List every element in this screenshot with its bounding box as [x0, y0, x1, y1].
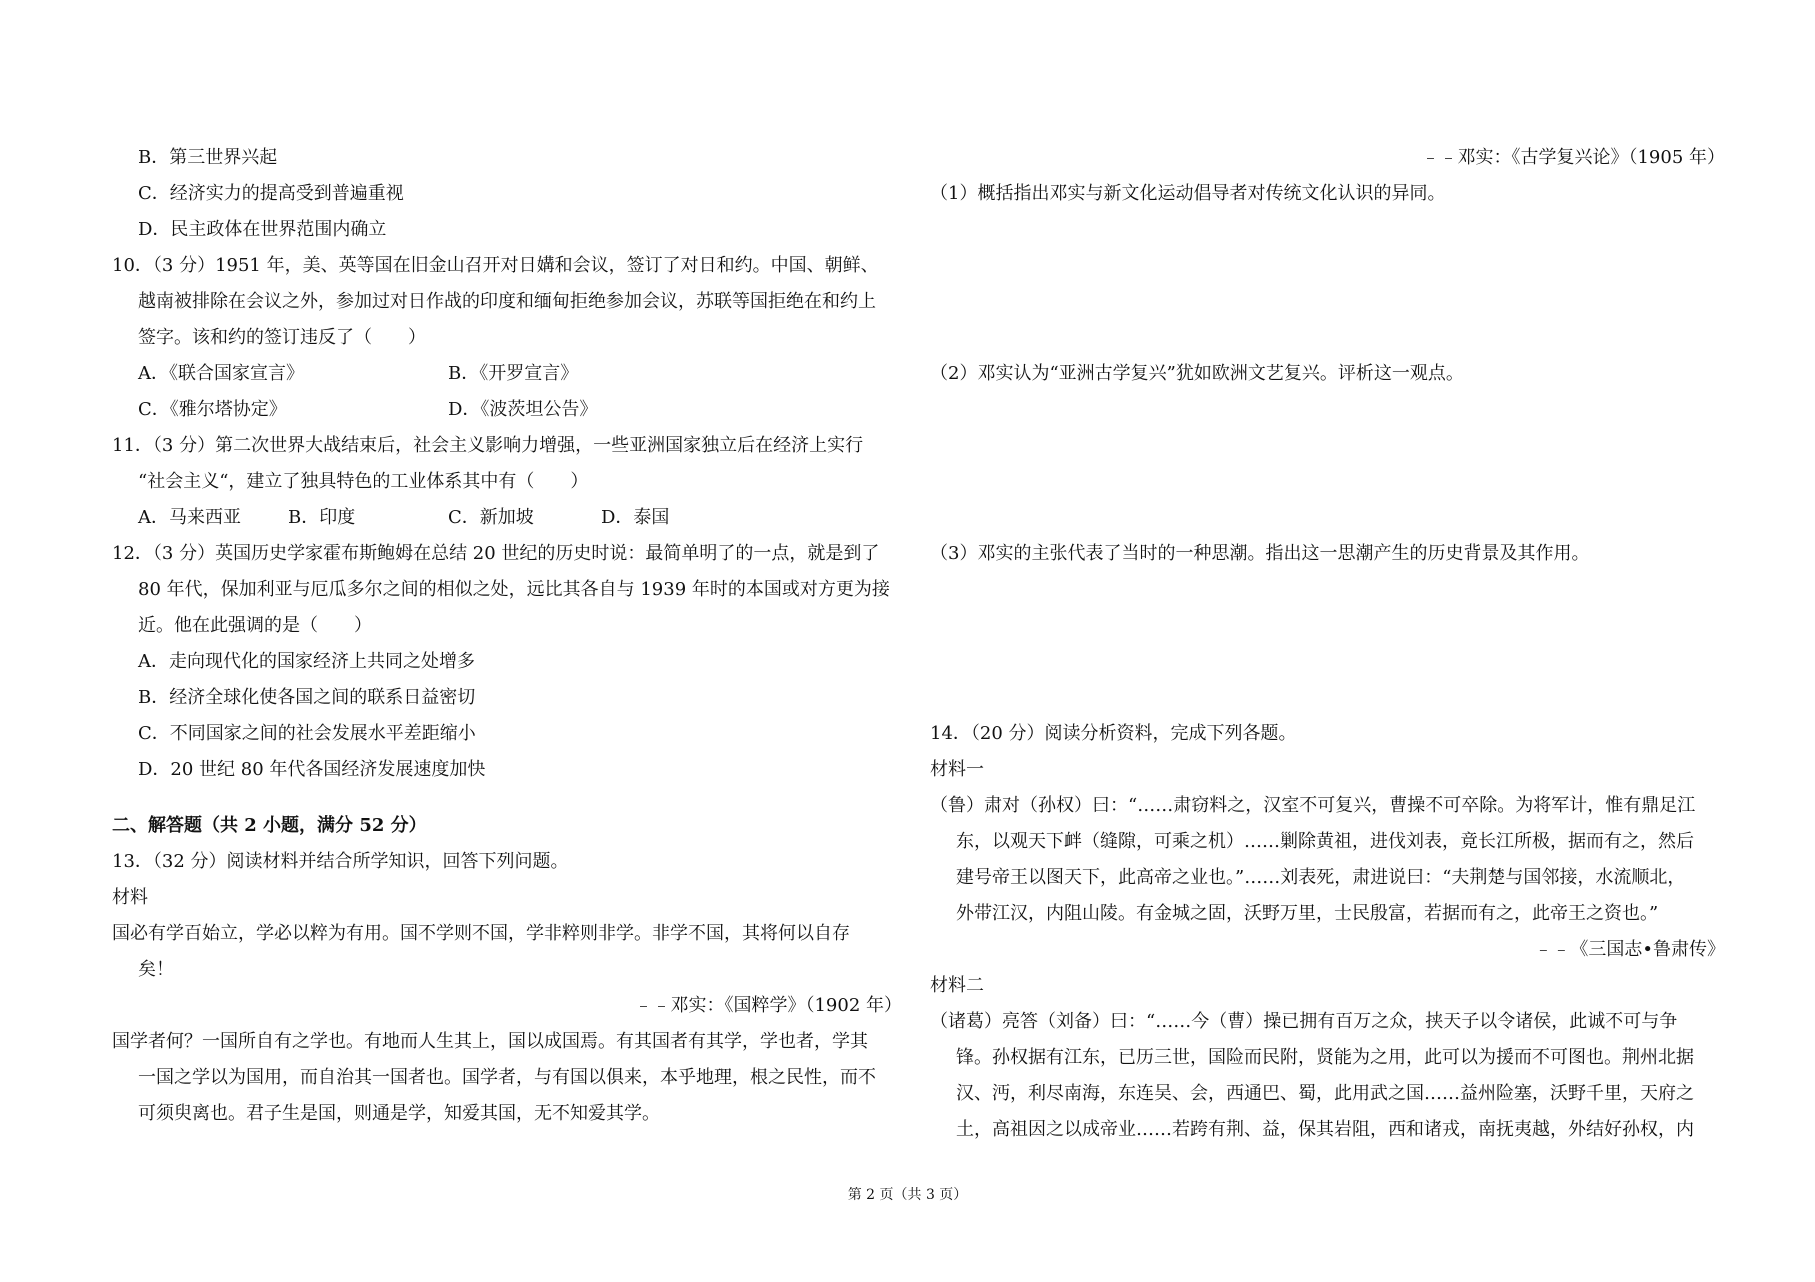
left-column	[112, 140, 902, 1132]
right-column	[930, 140, 1725, 1148]
q11-option-a: A．马来西亚	[138, 507, 241, 528]
q14-material1-line3: 建号帝王以图天下，此高帝之业也。”……刘表死，肃进说曰：“夫荆楚与国邻接，水流顺北，	[956, 867, 1686, 888]
q13-subquestion-2: （2）邓实认为“亚洲古学复兴”犹如欧洲文艺复兴。评析这一观点。	[930, 363, 1464, 384]
q13-material-label: 材料	[112, 887, 148, 908]
q14-material2-label: 材料二	[930, 975, 984, 996]
q12-option-b: B．经济全球化使各国之间的联系日益密切	[138, 687, 476, 708]
q13-source2: ﹣﹣邓实：《古学复兴论》（1905 年）	[1421, 147, 1725, 168]
q13-source1: ﹣﹣邓实：《国粹学》（1902 年）	[634, 995, 902, 1016]
q14-material2-line4: 土，高祖因之以成帝业……若跨有荆、益，保其岩阻，西和诸戎，南抚夷越，外结好孙权，内	[956, 1119, 1694, 1140]
q13-subquestion-3: （3）邓实的主张代表了当时的一种思潮。指出这一思潮产生的历史背景及其作用。	[930, 543, 1590, 564]
q14-material1-label: 材料一	[930, 759, 984, 780]
q13-subquestion-1: （1）概括指出邓实与新文化运动倡导者对传统文化认识的异同。	[930, 183, 1446, 204]
q10-options-row1	[112, 356, 902, 392]
q13-passage2-line2: 一国之学以为国用，而自治其一国者也。国学者，与有国以俱来，本乎地理，根之民性，而不	[138, 1067, 876, 1088]
q11-options	[112, 500, 902, 536]
q10-option-a: A．《联合国家宣言》	[138, 363, 304, 384]
q10-option-d: D．《波茨坦公告》	[448, 399, 598, 420]
q14-material1-line1: （鲁）肃对（孙权）曰：“……肃窃料之，汉室不可复兴，曹操不可卒除。为将军计，惟有鼎足江	[930, 795, 1696, 816]
q12-stem-line3: 近。他在此强调的是（ ）	[138, 615, 372, 636]
q14-material2-line3: 汉、沔，利尽南海，东连吴、会，西通巴、蜀，此用武之国……益州险塞，沃野千里，天府之	[956, 1083, 1694, 1104]
q12-option-c: C．不同国家之间的社会发展水平差距缩小	[138, 723, 476, 744]
q11-stem-line2: “社会主义“，建立了独具特色的工业体系其中有（ ）	[138, 471, 589, 492]
q11-option-c: C．新加坡	[448, 507, 534, 528]
answer-space-2	[930, 392, 1725, 536]
q10-stem-line2: 越南被排除在会议之外，参加过对日作战的印度和缅甸拒绝参加会议，苏联等国拒绝在和约上	[138, 291, 876, 312]
q10-options-row2	[112, 392, 902, 428]
q13-passage2-line3: 可须臾离也。君子生是国，则通是学，知爱其国，无不知爱其学。	[138, 1103, 660, 1124]
q11-stem-line1: 11．（3 分）第二次世界大战结束后，社会主义影响力增强，一些亚洲国家独立后在经济上实行	[112, 435, 864, 456]
q10-stem-line1: 10．（3 分）1951 年，美、英等国在旧金山召开对日媾和会议，签订了对日和约。中国、朝鲜、	[112, 255, 879, 276]
q12-stem-line2: 80 年代，保加利亚与厄瓜多尔之间的相似之处，远比其各自与 1939 年时的本国或对方更为接	[138, 579, 890, 600]
q9-option-b: B．第三世界兴起	[138, 147, 278, 168]
q10-option-c: C．《雅尔塔协定》	[138, 399, 287, 420]
q10-stem-line3: 签字。该和约的签订违反了（ ）	[138, 327, 426, 348]
q13-passage1-line1: 国必有学百始立，学必以粹为有用。国不学则不国，学非粹则非学。非学不国，其将何以自存	[112, 923, 850, 944]
q12-option-a: A．走向现代化的国家经济上共同之处增多	[138, 651, 475, 672]
answer-space-3	[930, 572, 1725, 716]
q14-heading: 14．（20 分）阅读分析资料，完成下列各题。	[930, 723, 1297, 744]
q14-material1-line4: 外带江汉，内阻山陵。有金城之固，沃野万里，士民殷富，若据而有之，此帝王之资也。”	[956, 903, 1659, 924]
q12-option-d: D．20 世纪 80 年代各国经济发展速度加快	[138, 759, 486, 780]
q9-option-c: C．经济实力的提高受到普遍重视	[138, 183, 404, 204]
q12-stem-line1: 12．（3 分）英国历史学家霍布斯鲍姆在总结 20 世纪的历史时说：最简单明了的一点，就是到了	[112, 543, 880, 564]
q9-option-d: D．民主政体在世界范围内确立	[138, 219, 387, 240]
q14-material1-source: ﹣﹣《三国志•鲁肃传》	[1534, 939, 1725, 960]
answer-space-1	[930, 212, 1725, 356]
q11-option-d: D．泰国	[601, 507, 670, 528]
page-footer: 第 2 页（共 3 页）	[847, 1187, 968, 1203]
q14-material1-line2: 东，以观天下衅（缝隙，可乘之机）……剿除黄祖，进伐刘表，竟长江所极，据而有之，然后	[956, 831, 1694, 852]
q11-option-b: B．印度	[288, 507, 356, 528]
q14-material2-line1: （诸葛）亮答（刘备）曰：“……今（曹）操已拥有百万之众，挟天子以令诸侯，此诚不可与争	[930, 1011, 1678, 1032]
q13-heading: 13．（32 分）阅读材料并结合所学知识，回答下列问题。	[112, 851, 569, 872]
q10-option-b: B．《开罗宣言》	[448, 363, 579, 384]
q13-passage1-line2: 矣！	[138, 959, 174, 980]
section-2-heading: 二、解答题（共 2 小题，满分 52 分）	[112, 815, 427, 836]
q13-passage2-line1: 国学者何？一国所自有之学也。有地而人生其上，国以成国焉。有其国者有其学，学也者，学其	[112, 1031, 868, 1052]
q14-material2-line2: 锋。孙权据有江东，已历三世，国险而民附，贤能为之用，此可以为援而不可图也。荆州北据	[956, 1047, 1694, 1068]
